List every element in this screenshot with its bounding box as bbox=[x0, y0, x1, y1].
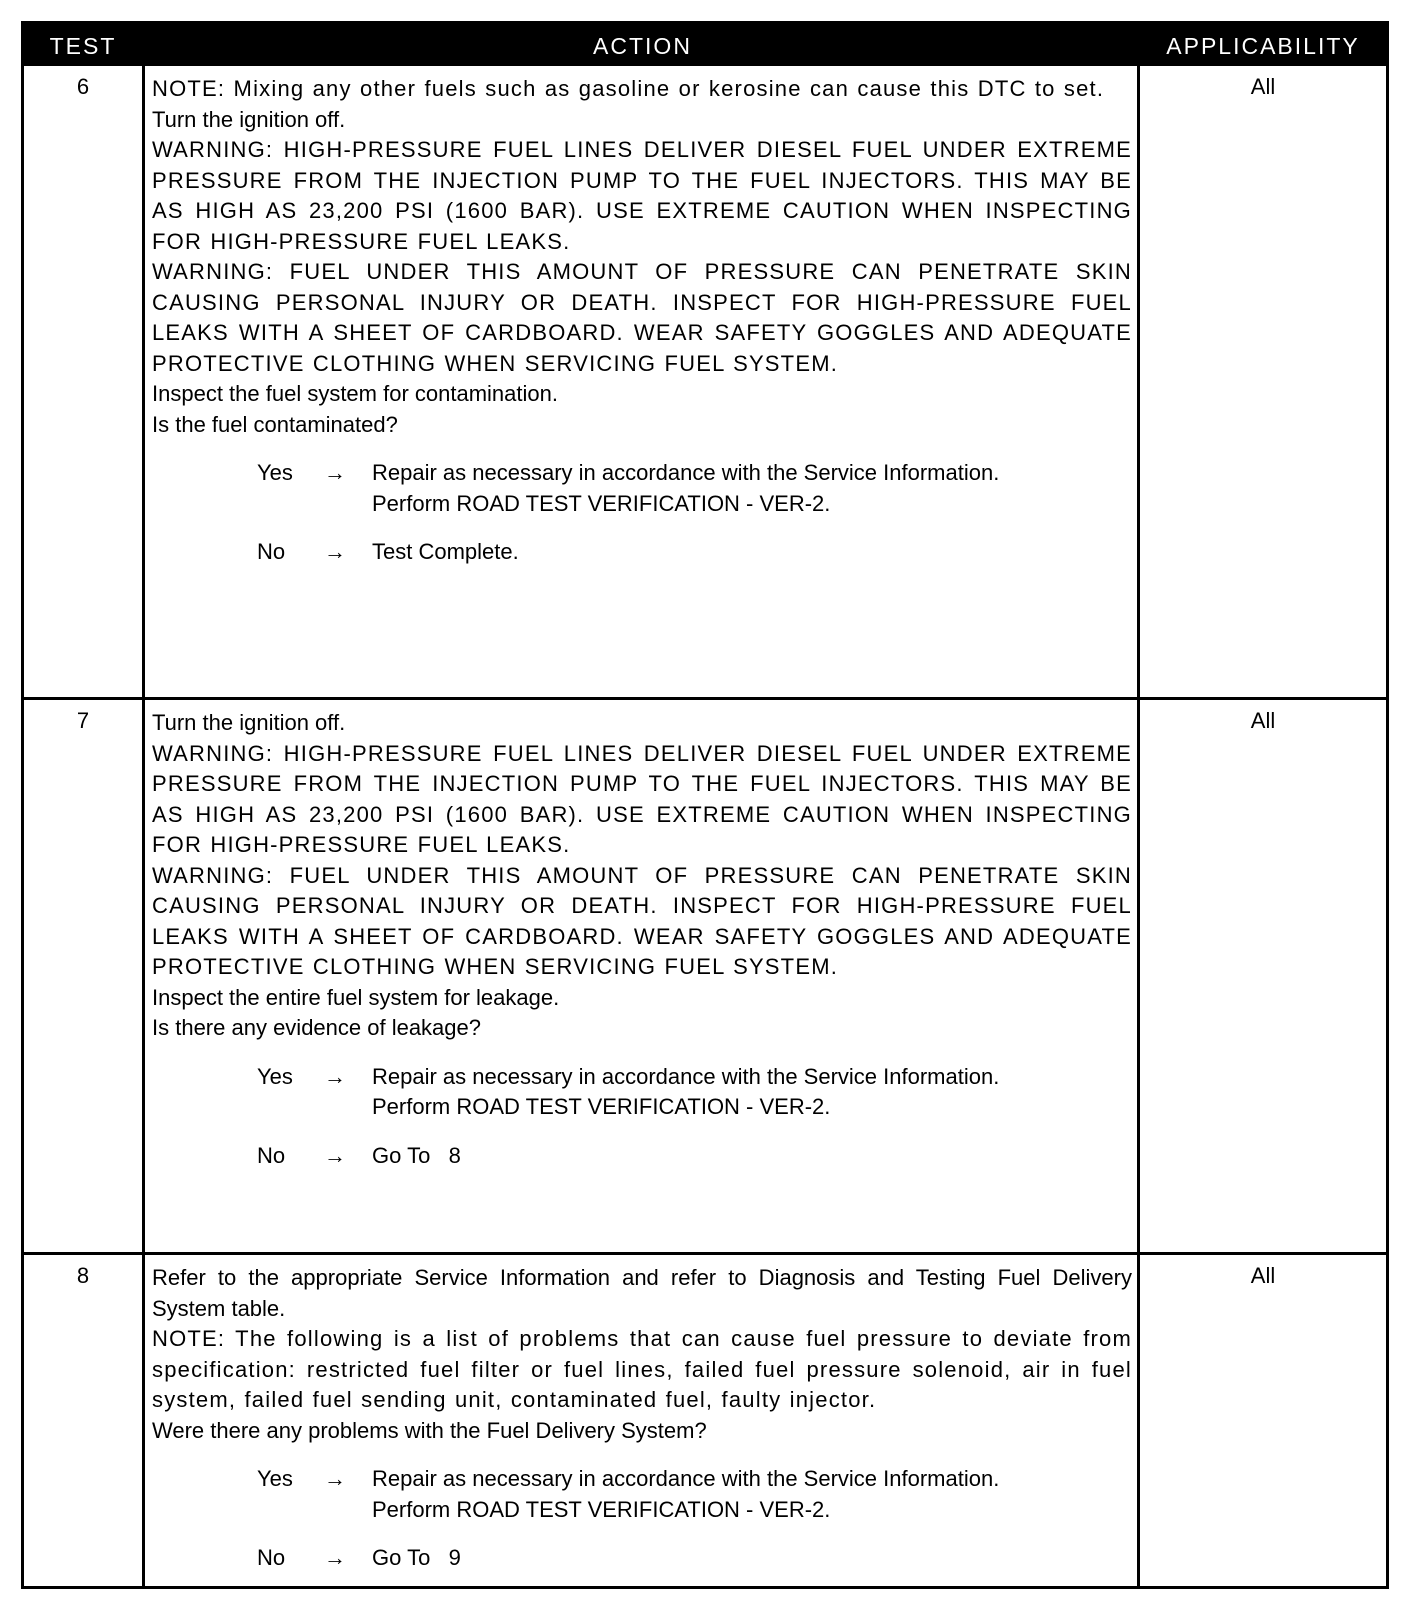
yes-label: Yes bbox=[257, 460, 293, 485]
yes-text: Perform ROAD TEST VERIFICATION - VER-2. bbox=[372, 1094, 831, 1119]
instruction-text: Inspect the entire fuel system for leakage. bbox=[152, 984, 560, 1010]
warning-text: WARNING: FUEL UNDER THIS AMOUNT OF PRESSURE CAN PENETRATE SKIN CAUSING PERSONAL INJURY OR DEATH. INSPECT FOR HIGH-PRESSURE FUEL LEAKS WITH A SHEET OF CARDBOARD. WEAR SAFETY GOGGLES AND ADEQUATE PROTECTIVE CLOTHING WHEN SERVICING FUEL SYSTEM. bbox=[152, 862, 1132, 979]
applicability-value: All bbox=[1250, 1263, 1276, 1288]
note-text: NOTE: Mixing any other fuels such as gasoline or kerosine can cause this DTC to set. bbox=[152, 76, 1105, 101]
yes-answer bbox=[152, 1464, 1132, 1525]
yes-text: Repair as necessary in accordance with the Service Information. bbox=[372, 1063, 1000, 1089]
test-number: 8 bbox=[76, 1263, 90, 1288]
no-answer bbox=[152, 1543, 1132, 1574]
instruction-text: Turn the ignition off. bbox=[152, 710, 346, 735]
warning-text: WARNING: FUEL UNDER THIS AMOUNT OF PRESSURE CAN PENETRATE SKIN CAUSING PERSONAL INJURY OR DEATH. INSPECT FOR HIGH-PRESSURE FUEL LEAKS WITH A SHEET OF CARDBOARD. WEAR SAFETY GOGGLES AND ADEQUATE PROTECTIVE CLOTHING WHEN SERVICING FUEL SYSTEM. bbox=[152, 259, 1132, 376]
test-number: 7 bbox=[76, 708, 90, 733]
header-action: ACTION bbox=[593, 33, 692, 59]
no-text: Go To 8 bbox=[372, 1142, 461, 1168]
table-row bbox=[24, 1255, 1386, 1586]
yes-text: Perform ROAD TEST VERIFICATION - VER-2. bbox=[372, 490, 831, 516]
instruction-text: Turn the ignition off. bbox=[152, 106, 346, 132]
question-text: Is the fuel contaminated? bbox=[152, 411, 398, 437]
yes-answer bbox=[152, 458, 1132, 519]
action-cell bbox=[152, 74, 1132, 568]
no-answer bbox=[152, 537, 1132, 568]
arrow-icon: → bbox=[324, 460, 346, 485]
yes-label: Yes bbox=[257, 1063, 293, 1089]
question-text: Is there any evidence of leakage? bbox=[152, 1015, 482, 1040]
diagnostic-test-table bbox=[21, 21, 1389, 1589]
yes-text: Repair as necessary in accordance with the Service Information. bbox=[372, 1466, 1000, 1491]
header-applicability: APPLICABILITY bbox=[1166, 33, 1360, 59]
yes-text: Perform ROAD TEST VERIFICATION - VER-2. bbox=[372, 1496, 831, 1522]
no-label: No bbox=[257, 1545, 286, 1570]
no-label: No bbox=[257, 1142, 286, 1168]
applicability-value: All bbox=[1250, 708, 1276, 733]
applicability-value: All bbox=[1250, 74, 1276, 99]
header-test: TEST bbox=[49, 33, 117, 59]
yes-answer bbox=[152, 1062, 1132, 1123]
instruction-text: Refer to the appropriate Service Information and refer to Diagnosis and Testing Fuel Delivery System table. bbox=[152, 1265, 1132, 1321]
arrow-icon: → bbox=[324, 539, 346, 564]
table-header bbox=[24, 24, 1386, 66]
warning-text: WARNING: HIGH-PRESSURE FUEL LINES DELIVER DIESEL FUEL UNDER EXTREME PRESSURE FROM THE INJECTION PUMP TO THE FUEL INJECTORS. THIS MAY BE AS HIGH AS 23,200 PSI (1600 BAR). USE EXTREME CAUTION WHEN INSPECTING FOR HIGH-PRESSURE FUEL LEAKS. bbox=[152, 137, 1132, 254]
yes-text: Repair as necessary in accordance with the Service Information. bbox=[372, 460, 1000, 485]
table-row bbox=[24, 700, 1386, 1252]
note-text: NOTE: The following is a list of problems that can cause fuel pressure to deviate from specification: restricted fuel filter or fuel lines, failed fuel pressure solenoid, air in fuel system, failed fuel sending unit, contaminated fuel, faulty injector. bbox=[152, 1326, 1132, 1412]
question-text: Were there any problems with the Fuel Delivery System? bbox=[152, 1417, 707, 1443]
no-text: Test Complete. bbox=[372, 539, 519, 564]
arrow-icon: → bbox=[324, 1466, 346, 1491]
no-label: No bbox=[257, 539, 286, 564]
arrow-icon: → bbox=[324, 1545, 346, 1570]
arrow-icon: → bbox=[324, 1063, 346, 1089]
action-cell bbox=[152, 1263, 1132, 1574]
instruction-text: Inspect the fuel system for contamination. bbox=[152, 381, 558, 406]
test-number: 6 bbox=[76, 74, 90, 99]
yes-label: Yes bbox=[257, 1466, 293, 1491]
no-answer bbox=[152, 1141, 1132, 1172]
no-text: Go To 9 bbox=[372, 1545, 461, 1570]
warning-text: WARNING: HIGH-PRESSURE FUEL LINES DELIVER DIESEL FUEL UNDER EXTREME PRESSURE FROM THE INJECTION PUMP TO THE FUEL INJECTORS. THIS MAY BE AS HIGH AS 23,200 PSI (1600 BAR). USE EXTREME CAUTION WHEN INSPECTING FOR HIGH-PRESSURE FUEL LEAKS. bbox=[152, 740, 1132, 857]
table-row bbox=[24, 66, 1386, 697]
arrow-icon: → bbox=[324, 1142, 346, 1168]
action-cell bbox=[152, 708, 1132, 1171]
